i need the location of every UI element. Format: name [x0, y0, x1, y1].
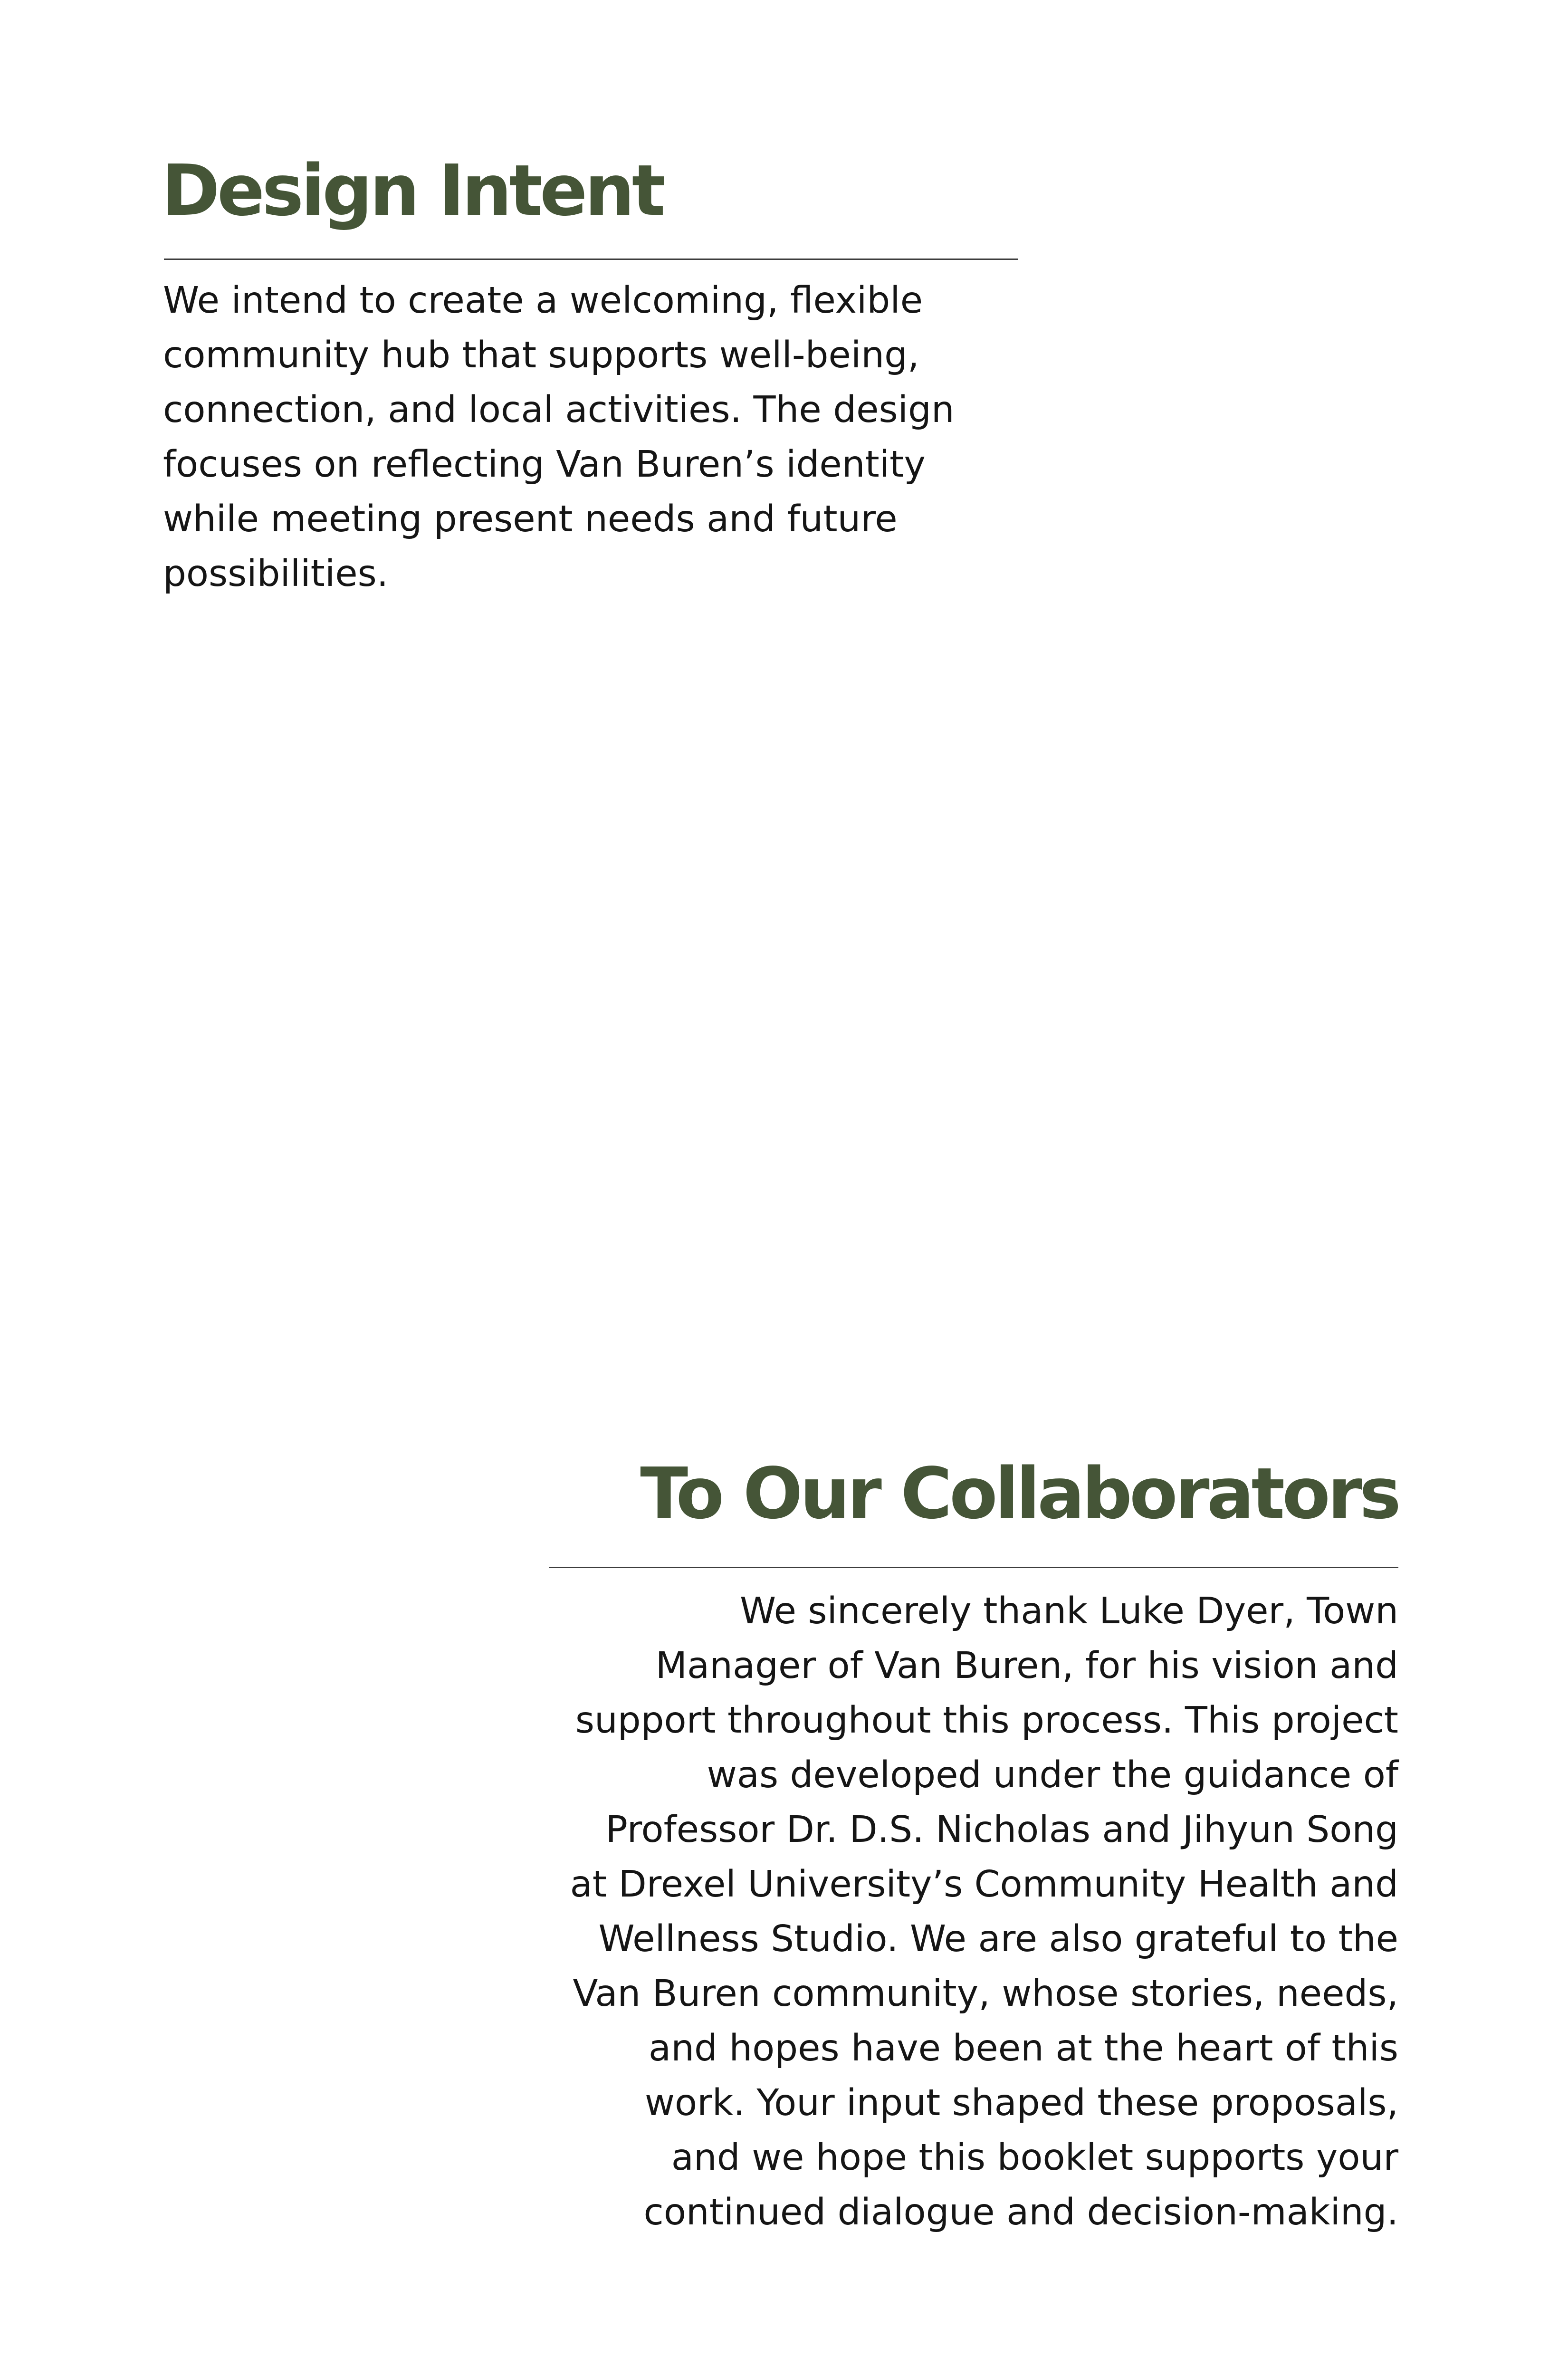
paragraph-line: and hopes have been at the heart of this — [649, 2027, 1398, 2069]
collaborators-heading: To Our Collaborators — [640, 1453, 1398, 1534]
paragraph-line: and we hope this booklet supports your — [671, 2136, 1398, 2179]
collaborators-divider — [549, 1567, 1398, 1568]
paragraph-line: connection, and local activities. The design — [163, 389, 955, 431]
paragraph-line: at Drexel University’s Community Health and — [570, 1863, 1398, 1906]
paragraph-line: We sincerely thank Luke Dyer, Town — [739, 1590, 1398, 1632]
paragraph-line: Professor Dr. D.S. Nicholas and Jihyun Song — [605, 1809, 1398, 1851]
paragraph-line: while meeting present needs and future — [163, 498, 898, 540]
paragraph-line: community hub that supports well-being, — [163, 334, 919, 376]
design-intent-paragraph — [163, 273, 1018, 601]
paragraph-line: Wellness Studio. We are also grateful to the — [598, 1918, 1398, 1960]
collaborators-paragraph — [548, 1584, 1398, 2240]
paragraph-line: We intend to create a welcoming, flexible — [163, 279, 923, 322]
paragraph-line: was developed under the guidance of — [707, 1754, 1398, 1796]
paragraph-line: possibilities. — [163, 553, 389, 595]
paragraph-line: work. Your input shaped these proposals, — [645, 2082, 1398, 2124]
paragraph-line: focuses on reflecting Van Buren’s identity — [163, 443, 926, 486]
paragraph-line: Van Buren community, whose stories, needs, — [573, 1973, 1398, 2015]
paragraph-line: Manager of Van Buren, for his vision and — [655, 1645, 1398, 1687]
paragraph-line: continued dialogue and decision-making. — [643, 2191, 1398, 2233]
design-intent-divider — [164, 259, 1018, 260]
design-intent-heading: Design Intent — [162, 150, 663, 231]
paragraph-line: support throughout this process. This project — [575, 1699, 1398, 1742]
